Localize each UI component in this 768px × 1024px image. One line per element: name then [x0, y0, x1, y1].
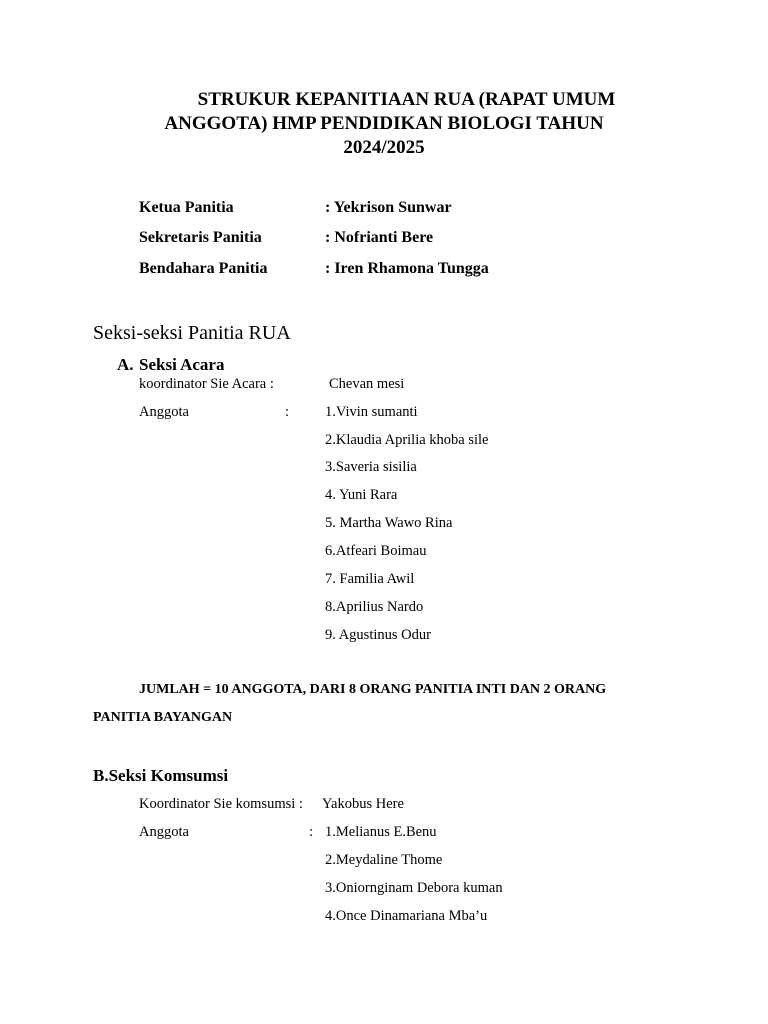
officer-role-bendahara: Bendahara Panitia: [139, 260, 268, 277]
section-a-member: 9. Agustinus Odur: [325, 627, 431, 643]
section-a-member: 7. Familia Awil: [325, 571, 415, 587]
section-a-member: 8.Aprilius Nardo: [325, 599, 424, 615]
section-a-coordinator-name: Chevan mesi: [329, 376, 405, 392]
section-a-marker: A.: [117, 355, 134, 374]
section-b-member: 3.Oniornginam Debora kuman: [325, 880, 503, 896]
document-title-line-1: STRUKUR KEPANITIAAN RUA (RAPAT UMUM: [197, 89, 616, 110]
document-title-line-3: 2024/2025: [343, 137, 425, 158]
section-a-member: 4. Yuni Rara: [325, 487, 398, 503]
section-b-member: 1.Melianus E.Benu: [325, 824, 437, 840]
section-a-summary-line-1: JUMLAH = 10 ANGGOTA, DARI 8 ORANG PANITIA INTI DAN 2 ORANG: [139, 682, 607, 697]
document-title-line-2: ANGGOTA) HMP PENDIDIKAN BIOLOGI TAHUN: [164, 113, 604, 134]
section-a-member: 1.Vivin sumanti: [325, 404, 418, 420]
section-b-coordinator-name: Yakobus Here: [322, 796, 404, 812]
officer-name-sekretaris: : Nofrianti Bere: [325, 229, 434, 246]
sections-heading: Seksi-seksi Panitia RUA: [93, 322, 291, 344]
section-a-summary-line-2: PANITIA BAYANGAN: [93, 710, 233, 725]
officer-name-ketua: : Yekrison Sunwar: [325, 199, 452, 216]
section-a-member: 5. Martha Wawo Rina: [325, 515, 453, 531]
section-b-member: 4.Once Dinamariana Mba’u: [325, 908, 488, 924]
section-a-title: Seksi Acara: [139, 355, 225, 374]
officer-name-bendahara: : Iren Rhamona Tungga: [325, 260, 489, 277]
section-b-members-label: Anggota: [139, 824, 189, 840]
officer-role-ketua: Ketua Panitia: [139, 199, 234, 216]
section-b-coordinator-label: Koordinator Sie komsumsi :: [139, 796, 303, 812]
section-b-title: B.Seksi Komsumsi: [93, 766, 229, 785]
section-a-member: 2.Klaudia Aprilia khoba sile: [325, 432, 489, 448]
section-a-member: 3.Saveria sisilia: [325, 459, 417, 475]
section-a-coordinator-label: koordinator Sie Acara :: [139, 376, 274, 392]
section-b-member: 2.Meydaline Thome: [325, 852, 443, 868]
officer-role-sekretaris: Sekretaris Panitia: [139, 229, 262, 246]
section-a-members-colon: :: [285, 404, 290, 420]
section-a-member: 6.Atfeari Boimau: [325, 543, 427, 559]
section-a-members-label: Anggota: [139, 404, 189, 420]
section-b-members-colon: :: [309, 824, 314, 840]
